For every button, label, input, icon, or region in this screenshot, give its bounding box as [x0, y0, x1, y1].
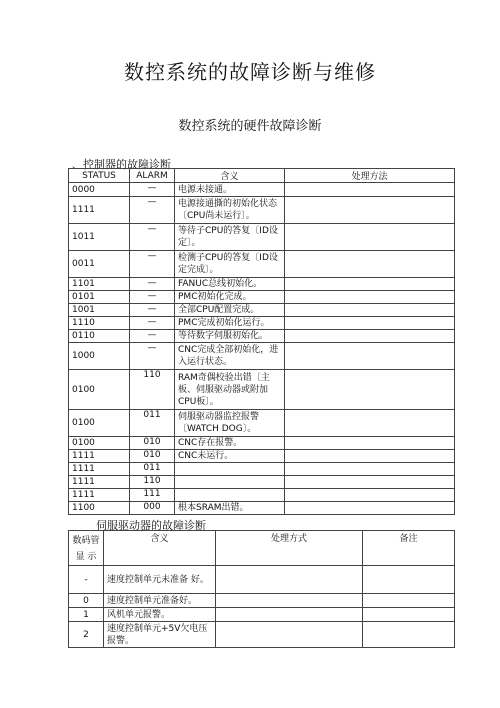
meaning-cell: 电源接通撕的初始化状态〔CPU尚未运行〕。: [175, 197, 285, 224]
table-row: [69, 183, 455, 197]
action-cell: [285, 197, 455, 224]
servo-fault-rows: [69, 566, 455, 648]
note-cell: [363, 566, 455, 594]
alarm-cell: —: [130, 304, 175, 317]
code-cell: -: [69, 566, 104, 594]
action-cell: [285, 370, 455, 410]
status-cell: 1111: [69, 476, 130, 489]
meaning-cell: 风机单元报警。: [104, 608, 216, 622]
header-action: 处理方式: [216, 531, 363, 566]
note-cell: [363, 608, 455, 622]
code-cell: 0: [69, 594, 104, 608]
status-cell: 1111: [69, 450, 130, 463]
meaning-cell: 检测子CPU的答复〔ID设定完成〕。: [175, 251, 285, 278]
meaning-cell: RAM奇偶校验出错〔主板、伺服驱动器或附加CPU板〕。: [175, 370, 285, 410]
action-cell: [285, 317, 455, 330]
alarm-cell: —: [130, 183, 175, 197]
alarm-cell: —: [130, 224, 175, 251]
alarm-cell: —: [130, 197, 175, 224]
table-row: [69, 463, 455, 476]
alarm-cell: 010: [130, 450, 175, 463]
table-row: [69, 502, 455, 515]
document-subtitle: 数控系统的硬件故障诊断: [178, 119, 322, 134]
section-heading-servo: 伺服驱动器的故障诊断: [96, 519, 206, 532]
action-cell: [285, 450, 455, 463]
action-cell: [216, 622, 363, 648]
action-cell: [285, 502, 455, 515]
status-cell: 1000: [69, 343, 130, 370]
table-row: [69, 437, 455, 450]
table-row: [69, 291, 455, 304]
table-row: [69, 278, 455, 291]
meaning-cell: 全部CPU配置完成。: [175, 304, 285, 317]
table-row: [69, 224, 455, 251]
alarm-cell: 110: [130, 476, 175, 489]
meaning-cell: 电源未接通。: [175, 183, 285, 197]
document-title: 数控系统的故障诊断与维修: [124, 60, 376, 84]
status-cell: 0100: [69, 370, 130, 410]
alarm-cell: 010: [130, 437, 175, 450]
table-row: [69, 330, 455, 343]
meaning-cell: 速度控制单元未准备 好。: [104, 566, 216, 594]
alarm-cell: —: [130, 343, 175, 370]
status-cell: 0101: [69, 291, 130, 304]
action-cell: [285, 251, 455, 278]
code-cell: 2: [69, 622, 104, 648]
alarm-cell: —: [130, 291, 175, 304]
meaning-cell: 速度控制单元准备好。: [104, 594, 216, 608]
status-cell: 1111: [69, 463, 130, 476]
meaning-cell: PMC初始化完成。: [175, 291, 285, 304]
table-row: [69, 251, 455, 278]
alarm-cell: 000: [130, 502, 175, 515]
table-header-row: [69, 169, 455, 183]
table-row: [69, 489, 455, 502]
table-row: [69, 608, 455, 622]
table-row: [69, 317, 455, 330]
table-row: [69, 476, 455, 489]
action-cell: [285, 278, 455, 291]
action-cell: [285, 463, 455, 476]
status-cell: 0100: [69, 410, 130, 437]
controller-fault-table: [68, 168, 455, 515]
status-cell: 1011: [69, 224, 130, 251]
header-action: 处理方法: [285, 169, 455, 183]
meaning-cell: CNC完成全部初始化，进入运行状态。: [175, 343, 285, 370]
note-cell: [363, 622, 455, 648]
header-meaning: 含义: [104, 531, 216, 566]
action-cell: [285, 183, 455, 197]
action-cell: [285, 437, 455, 450]
meaning-cell: [175, 463, 285, 476]
action-cell: [216, 594, 363, 608]
table-row: [69, 304, 455, 317]
header-status: STATUS: [69, 169, 130, 183]
controller-fault-rows: [69, 183, 455, 515]
action-cell: [285, 476, 455, 489]
action-cell: [285, 410, 455, 437]
meaning-cell: [175, 476, 285, 489]
note-cell: [363, 594, 455, 608]
action-cell: [216, 608, 363, 622]
action-cell: [216, 566, 363, 594]
alarm-cell: —: [130, 317, 175, 330]
status-cell: 1100: [69, 502, 130, 515]
status-cell: 1001: [69, 304, 130, 317]
action-cell: [285, 291, 455, 304]
code-cell: 1: [69, 608, 104, 622]
table-header-row: [69, 531, 455, 566]
table-row: [69, 622, 455, 648]
header-code: 数码管显 示: [69, 531, 104, 566]
status-cell: 1101: [69, 278, 130, 291]
status-cell: 1111: [69, 489, 130, 502]
meaning-cell: 伺服驱动器监控报警〔WATCH DOG〕。: [175, 410, 285, 437]
action-cell: [285, 343, 455, 370]
table-row: [69, 594, 455, 608]
servo-fault-table: [68, 530, 455, 648]
status-cell: 1111: [69, 197, 130, 224]
action-cell: [285, 330, 455, 343]
table-row: [69, 343, 455, 370]
meaning-cell: 等待子CPU的答复〔ID设定〕。: [175, 224, 285, 251]
alarm-cell: —: [130, 278, 175, 291]
meaning-cell: FANUC总线初始化。: [175, 278, 285, 291]
meaning-cell: PMC完成初始化运行。: [175, 317, 285, 330]
status-cell: 0110: [69, 330, 130, 343]
alarm-cell: 110: [130, 370, 175, 410]
meaning-cell: 根本SRAM出错。: [175, 502, 285, 515]
table-row: [69, 566, 455, 594]
meaning-cell: [175, 489, 285, 502]
table-row: [69, 197, 455, 224]
alarm-cell: 111: [130, 489, 175, 502]
header-note: 备注: [363, 531, 455, 566]
alarm-cell: —: [130, 330, 175, 343]
meaning-cell: CNC未运行。: [175, 450, 285, 463]
header-alarm: ALARM: [130, 169, 175, 183]
table-row: [69, 450, 455, 463]
alarm-cell: 011: [130, 463, 175, 476]
alarm-cell: 011: [130, 410, 175, 437]
meaning-cell: 速度控制单元+5V欠电压报警。: [104, 622, 216, 648]
status-cell: 1110: [69, 317, 130, 330]
status-cell: 0100: [69, 437, 130, 450]
action-cell: [285, 489, 455, 502]
table-row: [69, 370, 455, 410]
alarm-cell: —: [130, 251, 175, 278]
meaning-cell: 等待数字伺服初始化。: [175, 330, 285, 343]
meaning-cell: CNC存在报警。: [175, 437, 285, 450]
header-meaning: 含义: [175, 169, 285, 183]
section-heading-controller: 、控制器的故障诊断: [72, 158, 171, 171]
action-cell: [285, 304, 455, 317]
status-cell: 0000: [69, 183, 130, 197]
table-row: [69, 410, 455, 437]
action-cell: [285, 224, 455, 251]
status-cell: 0011: [69, 251, 130, 278]
